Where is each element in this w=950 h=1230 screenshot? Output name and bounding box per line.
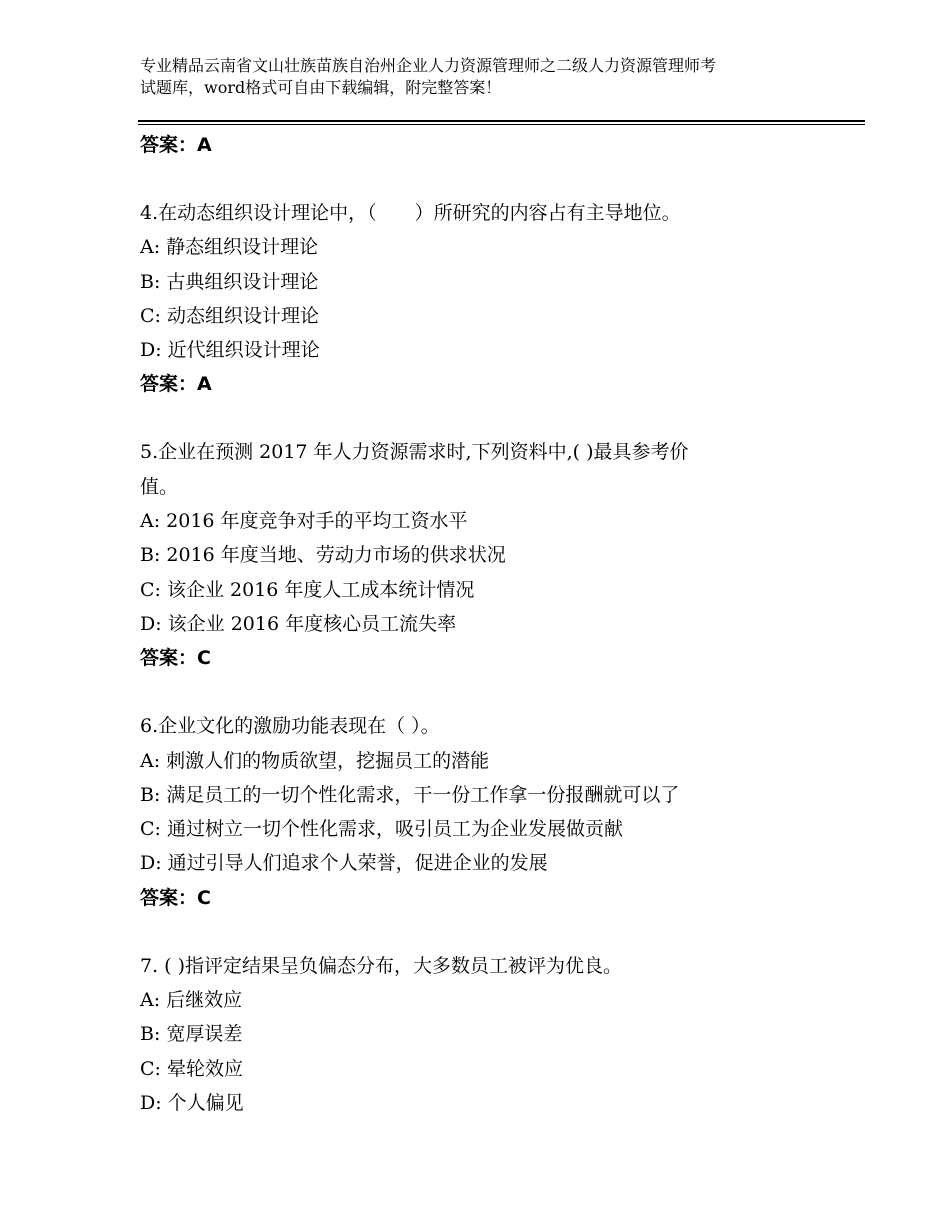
header-rule-thin	[138, 124, 865, 125]
option-c: C: 晕轮效应	[140, 1057, 243, 1080]
option-b: B: 满足员工的一切个性化需求，干一份工作拿一份报酬就可以了	[140, 783, 680, 806]
question-6	[140, 709, 840, 880]
question-7	[140, 949, 840, 1120]
option-d: D: 通过引导人们追求个人荣誉，促进企业的发展	[140, 852, 548, 875]
document-header	[140, 55, 830, 99]
answer-q5: 答案：C	[140, 647, 211, 670]
option-b: B: 宽厚误差	[140, 1023, 243, 1046]
option-a: A: 静态组织设计理论	[140, 236, 319, 259]
option-c: C: 该企业 2016 年度人工成本统计情况	[140, 578, 475, 601]
answer-q4: 答案：A	[140, 373, 212, 396]
option-a: A: 后继效应	[140, 989, 243, 1012]
question-4	[140, 196, 840, 367]
option-a: A: 2016 年度竞争对手的平均工资水平	[140, 510, 468, 533]
option-a: A: 刺激人们的物质欲望，挖掘员工的潜能	[140, 749, 490, 772]
option-d: D: 近代组织设计理论	[140, 339, 320, 362]
question-stem-line-2: 值。	[140, 475, 179, 498]
answer-q6: 答案：C	[140, 886, 211, 909]
header-line-1: 专业精品云南省文山壮族苗族自治州企业人力资源管理师之二级人力资源管理师考	[140, 56, 717, 75]
option-c: C: 通过树立一切个性化需求，吸引员工为企业发展做贡献	[140, 818, 623, 841]
question-5	[140, 435, 840, 641]
question-stem: 7. ( )指评定结果呈负偏态分布，大多数员工被评为优良。	[140, 954, 623, 977]
option-d: D: 个人偏见	[140, 1091, 244, 1114]
header-line-2: 试题库，word格式可自由下载编辑，附完整答案！	[140, 78, 502, 97]
header-rule-thick	[138, 120, 865, 122]
question-stem-line-1: 5.企业在预测 2017 年人力资源需求时,下列资料中,( )最具参考价	[140, 441, 689, 464]
document-body	[140, 128, 840, 1120]
answer-q3: 答案：A	[140, 134, 212, 156]
option-b: B: 古典组织设计理论	[140, 270, 319, 293]
question-stem: 4.在动态组织设计理论中，（ ）所研究的内容占有主导地位。	[140, 202, 681, 224]
option-b: B: 2016 年度当地、劳动力市场的供求状况	[140, 544, 506, 567]
question-stem: 6.企业文化的激励功能表现在（ ）。	[140, 715, 440, 738]
option-c: C: 动态组织设计理论	[140, 304, 319, 327]
option-d: D: 该企业 2016 年度核心员工流失率	[140, 612, 457, 635]
